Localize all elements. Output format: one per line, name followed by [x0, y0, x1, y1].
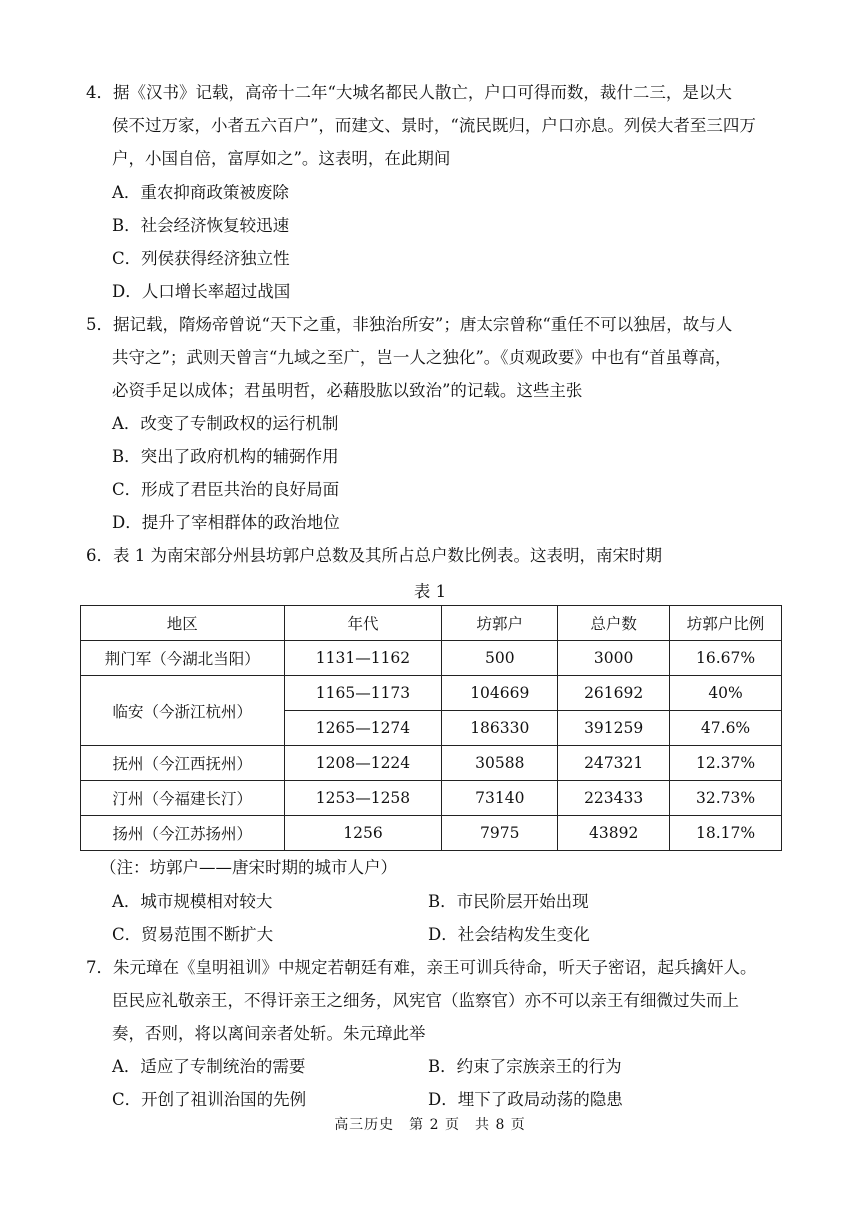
q6-option-c[interactable]: C．贸易范围不断扩大: [112, 925, 274, 944]
cell-region: 荆门军（今湖北当阳）: [81, 641, 285, 676]
cell-fangguo: 7975: [442, 816, 558, 851]
cell-ratio: 32.73%: [670, 781, 782, 816]
q5-stem-line-1: 5．据记载，隋炀帝曾说“天下之重，非独治所安”；唐太宗曾称“重任不可以独居，故与人: [86, 315, 733, 334]
q7-stem-line-3: 奏，否则，将以离间亲者处斩。朱元璋此举: [112, 1024, 426, 1043]
cell-total: 391259: [558, 711, 670, 746]
q5-option-d[interactable]: D．提升了宰相群体的政治地位: [112, 513, 340, 532]
q5-option-b[interactable]: B．突出了政府机构的辅弼作用: [112, 447, 339, 466]
q7-option-d[interactable]: D．埋下了政局动荡的隐患: [428, 1090, 623, 1109]
cell-period: 1208—1224: [284, 746, 442, 781]
cell-region: 临安（今浙江杭州）: [81, 676, 285, 746]
cell-period: 1265—1274: [284, 711, 442, 746]
q6-option-a[interactable]: A．城市规模相对较大: [112, 892, 273, 911]
header-region: 地区: [81, 606, 285, 641]
q7-stem-line-2: 臣民应礼敬亲王，不得讦亲王之细务，风宪官（监察官）亦不可以亲王有细微过失而上: [112, 991, 739, 1010]
cell-total: 247321: [558, 746, 670, 781]
q7-stem-line-1: 7．朱元璋在《皇明祖训》中规定若朝廷有难，亲王可训兵待命，听天子密诏，起兵擒奸人。: [86, 958, 757, 977]
cell-ratio: 16.67%: [670, 641, 782, 676]
table-row: [81, 746, 782, 781]
table-header-row: [81, 606, 782, 641]
header-total: 总户数: [558, 606, 670, 641]
table-caption: 表 1: [413, 582, 447, 601]
cell-total: 223433: [558, 781, 670, 816]
q6-option-d[interactable]: D．社会结构发生变化: [428, 925, 590, 944]
table-row: [81, 816, 782, 851]
q5-stem-line-3: 必资手足以成体；君虽明哲，必藉股肱以致治”的记载。这些主张: [112, 381, 583, 400]
table-note: （注：坊郭户——唐宋时期的城市人户）: [100, 858, 397, 877]
cell-period: 1256: [284, 816, 442, 851]
header-period: 年代: [284, 606, 442, 641]
cell-ratio: 18.17%: [670, 816, 782, 851]
cell-total: 261692: [558, 676, 670, 711]
q4-stem-line-3: 户，小国自倍，富厚如之”。这表明，在此期间: [112, 149, 451, 168]
cell-fangguo: 30588: [442, 746, 558, 781]
cell-fangguo: 104669: [442, 676, 558, 711]
cell-fangguo: 73140: [442, 781, 558, 816]
q4-option-d[interactable]: D．人口增长率超过战国: [112, 282, 291, 301]
page-footer: 高三历史 第 2 页 共 8 页: [334, 1117, 526, 1133]
header-fangguo: 坊郭户: [442, 606, 558, 641]
q5-stem-line-2: 共守之”；武则天曾言“九域之至广，岂一人之独化”。《贞观政要》中也有“首虽尊高，: [112, 348, 732, 367]
household-table: [80, 605, 782, 851]
q4-stem-line-1: 4．据《汉书》记载，高帝十二年“大城名都民人散亡，户口可得而数，裁什二三，是以大: [86, 83, 732, 102]
cell-period: 1131—1162: [284, 641, 442, 676]
q5-option-a[interactable]: A．改变了专制政权的运行机制: [112, 414, 339, 433]
q7-option-c[interactable]: C．开创了祖训治国的先例: [112, 1090, 307, 1109]
cell-period: 1165—1173: [284, 676, 442, 711]
cell-region: 汀州（今福建长汀）: [81, 781, 285, 816]
q4-option-b[interactable]: B．社会经济恢复较迅速: [112, 216, 290, 235]
q7-option-b[interactable]: B．约束了宗族亲王的行为: [428, 1057, 622, 1076]
q4-stem-line-2: 侯不过万家，小者五六百户”，而建文、景时，“流民既归，户口亦息。列侯大者至三四万: [112, 116, 756, 135]
q6-option-b[interactable]: B．市民阶层开始出现: [428, 892, 589, 911]
cell-total: 3000: [558, 641, 670, 676]
cell-region: 扬州（今江苏扬州）: [81, 816, 285, 851]
table-row: [81, 641, 782, 676]
cell-fangguo: 186330: [442, 711, 558, 746]
cell-total: 43892: [558, 816, 670, 851]
cell-ratio: 12.37%: [670, 746, 782, 781]
q7-option-a[interactable]: A．适应了专制统治的需要: [112, 1057, 306, 1076]
cell-fangguo: 500: [442, 641, 558, 676]
q4-option-c[interactable]: C．列侯获得经济独立性: [112, 249, 290, 268]
q5-option-c[interactable]: C．形成了君臣共治的良好局面: [112, 480, 340, 499]
table-row: [81, 781, 782, 816]
cell-ratio: 47.6%: [670, 711, 782, 746]
q6-stem: 6．表 1 为南宋部分州县坊郭户总数及其所占总户数比例表。这表明，南宋时期: [86, 546, 662, 565]
cell-period: 1253—1258: [284, 781, 442, 816]
header-ratio: 坊郭户比例: [670, 606, 782, 641]
q4-option-a[interactable]: A．重农抑商政策被废除: [112, 183, 289, 202]
cell-region: 抚州（今江西抚州）: [81, 746, 285, 781]
table-row: [81, 676, 782, 711]
cell-ratio: 40%: [670, 676, 782, 711]
